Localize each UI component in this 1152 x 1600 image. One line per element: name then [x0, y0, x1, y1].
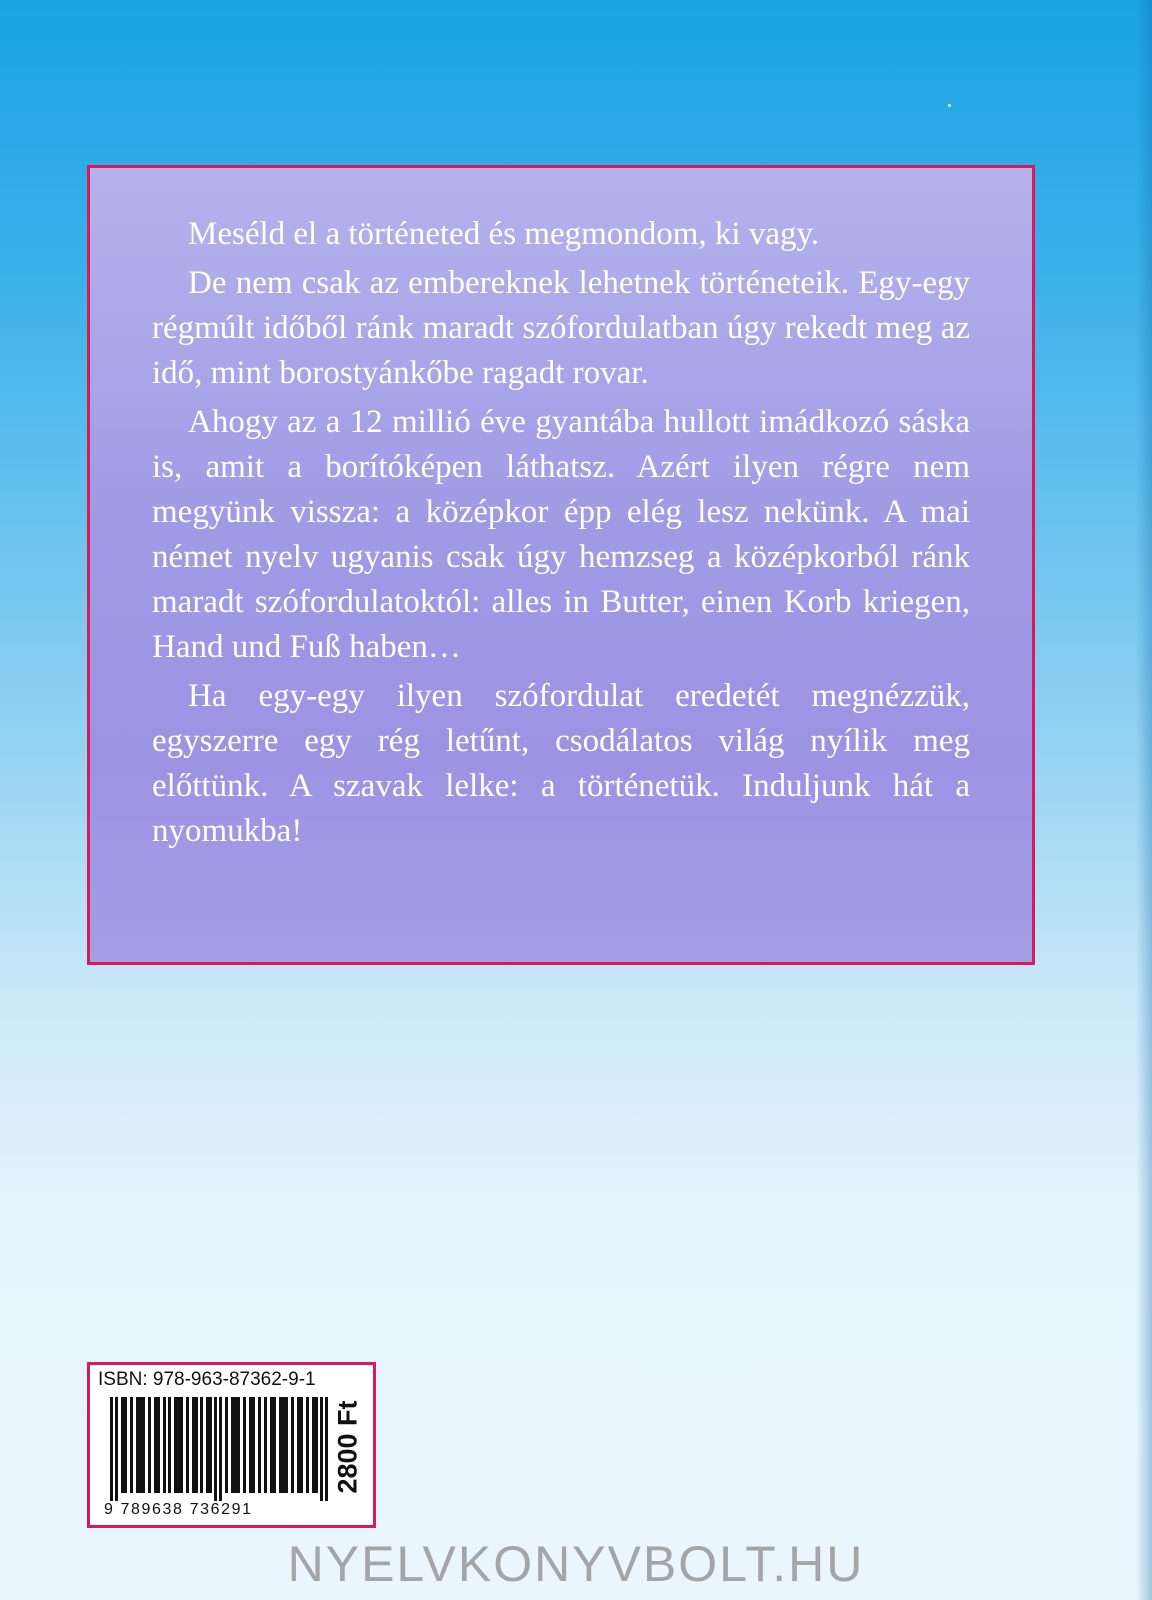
barcode [104, 1397, 330, 1501]
blurb-panel [87, 165, 1035, 965]
blurb-paragraph-4: Ha egy-egy ilyen szófordulat eredetét megnézzük, egyszerre egy rég letűnt, csodálatos világ nyílik meg előttünk. A szavak lelke: a történetük. Induljunk hát a nyomukba! [152, 678, 970, 849]
spine-shadow [1136, 0, 1152, 1600]
blurb-paragraph-2: De nem csak az embereknek lehetnek történeteik. Egy-egy régmúlt időből ránk maradt szófordulatban úgy rekedt meg az idő, mint borostyánkőbe ragadt rovar. [152, 265, 970, 391]
ean-digits: 9 789638 736291 [104, 1501, 253, 1518]
watermark: NYELVKONYVBOLT.HU [287, 1536, 865, 1592]
price-label: 2800 Ft [332, 1400, 363, 1494]
isbn-label: ISBN: 978-963-87362-9-1 [98, 1369, 316, 1390]
print-speck [948, 104, 951, 107]
blurb-paragraph-3: Ahogy az a 12 millió éve gyantába hullott imádkozó sáska is, amit a borítóképen láthatsz. Azért ilyen régre nem megyünk vissza: a középkor épp elég lesz nekünk. A mai német nyelv ugyanis csak úgy hemzseg a középkorból ránk maradt szófordulatoktól: alles in Butter, einen Korb kriegen, Hand und Fuß haben… [152, 404, 970, 665]
isbn-price-panel [87, 1362, 376, 1528]
blurb-paragraph-1: Meséld el a történeted és megmondom, ki vagy. [188, 216, 820, 252]
blurb-text [152, 212, 970, 858]
